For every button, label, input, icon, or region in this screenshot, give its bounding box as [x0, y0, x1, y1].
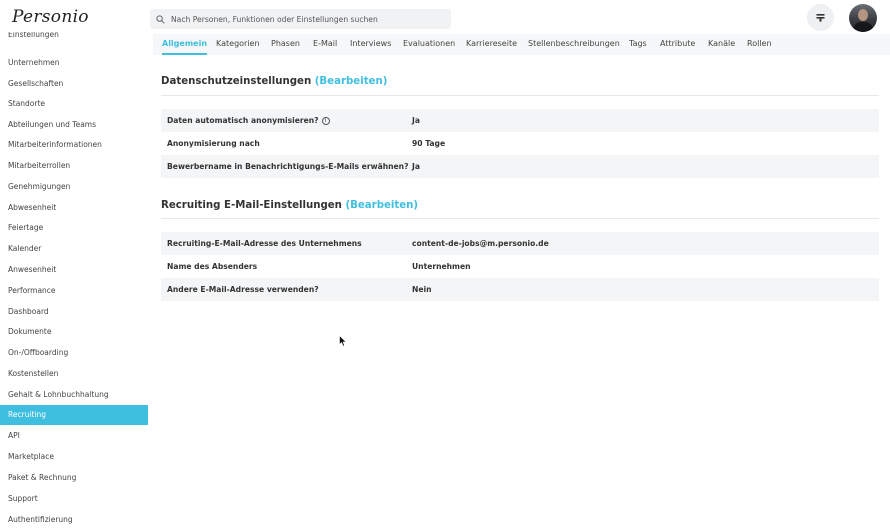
row-label: Anonymisierung nach — [167, 139, 260, 148]
row-value: Ja — [412, 162, 420, 171]
sidebar-item-standorte[interactable]: Standorte — [8, 99, 46, 108]
list-menu-icon — [816, 13, 825, 22]
personio-logo[interactable]: Personio — [12, 7, 89, 27]
sidebar-item-dashboard[interactable]: Dashboard — [8, 307, 49, 316]
sidebar-item-abwesenheit[interactable]: Abwesenheit — [8, 203, 57, 212]
sidebar-item-performance[interactable]: Performance — [8, 286, 56, 295]
row-label — [167, 109, 330, 132]
row-label: Bewerbername in Benachrichtigungs-E-Mails erwähnen? — [167, 162, 409, 171]
edit-link[interactable]: (Bearbeiten) — [314, 76, 388, 87]
row-label: Name des Absenders — [167, 262, 258, 271]
row-value: Unternehmen — [412, 262, 471, 271]
row-value: content-de-jobs@m.personio.de — [412, 239, 549, 248]
edit-link[interactable]: (Bearbeiten) — [345, 200, 419, 211]
sidebar-item-unternehmen[interactable]: Unternehmen — [8, 58, 60, 67]
sidebar-item-genehmigungen[interactable]: Genehmigungen — [8, 182, 71, 191]
sidebar-item-api[interactable]: API — [8, 431, 20, 440]
row-label-text: Daten automatisch anonymisieren? — [167, 116, 319, 125]
table-row — [161, 232, 879, 255]
tab-email[interactable]: E-Mail — [313, 39, 338, 48]
section-title-recruiting-email — [161, 200, 418, 211]
sidebar-item-kostenstellen[interactable]: Kostenstellen — [8, 369, 59, 378]
tab-rollen[interactable]: Rollen — [747, 39, 772, 48]
sidebar-item-mitarbeiterrollen[interactable]: Mitarbeiterrollen — [8, 161, 71, 170]
tab-allgemein[interactable]: Allgemein — [162, 34, 207, 55]
tab-stellenbeschreibungen[interactable]: Stellenbeschreibungen — [528, 39, 620, 48]
sidebar-item-support[interactable]: Support — [8, 494, 38, 503]
tab-kategorien[interactable]: Kategorien — [216, 39, 260, 48]
section-title-datenschutz — [161, 76, 387, 87]
divider — [161, 95, 879, 96]
sidebar-item-kalender[interactable]: Kalender — [8, 244, 42, 253]
tab-attribute[interactable]: Attribute — [660, 39, 696, 48]
user-avatar[interactable] — [849, 4, 877, 32]
table-row — [161, 109, 879, 132]
sidebar-item-marketplace[interactable]: Marketplace — [8, 452, 54, 461]
tab-phasen[interactable]: Phasen — [271, 39, 300, 48]
tab-interviews[interactable]: Interviews — [350, 39, 392, 48]
table-row — [161, 278, 879, 301]
sidebar-item-authentifizierung[interactable]: Authentifizierung — [8, 515, 73, 524]
global-search[interactable] — [150, 9, 451, 29]
divider — [161, 218, 879, 219]
row-label: Recruiting-E-Mail-Adresse des Unternehmens — [167, 239, 362, 248]
section-title-text: Datenschutzeinstellungen — [161, 76, 312, 87]
sidebar-item-dokumente[interactable]: Dokumente — [8, 327, 52, 336]
sidebar-item-onboarding[interactable]: On-/Offboarding — [8, 348, 69, 357]
search-input[interactable] — [171, 15, 441, 24]
tab-karriereseite[interactable]: Karriereseite — [466, 39, 517, 48]
mouse-cursor-icon — [339, 335, 347, 347]
sidebar-item-mitarbeiterinformationen[interactable]: Mitarbeiterinformationen — [8, 140, 102, 149]
settings-sidebar — [0, 30, 148, 529]
info-icon[interactable]: i — [322, 117, 330, 125]
recruiting-tabs — [153, 34, 890, 55]
avatar-face — [858, 9, 868, 21]
sidebar-item-recruiting[interactable]: Recruiting — [0, 405, 148, 425]
row-value: Nein — [412, 285, 432, 294]
sidebar-item-abteilungen[interactable]: Abteilungen und Teams — [8, 120, 97, 129]
search-icon — [156, 15, 165, 24]
avatar-body — [853, 22, 873, 32]
table-row — [161, 155, 879, 178]
sidebar-item-paket-rechnung[interactable]: Paket & Rechnung — [8, 473, 77, 482]
tab-kanaele[interactable]: Kanäle — [708, 39, 736, 48]
sidebar-item-anwesenheit[interactable]: Anwesenheit — [8, 265, 57, 274]
table-row — [161, 255, 879, 278]
sidebar-item-feiertage[interactable]: Feiertage — [8, 223, 44, 232]
sidebar-item-gesellschaften[interactable]: Gesellschaften — [8, 79, 64, 88]
row-value: 90 Tage — [412, 139, 446, 148]
row-value: Ja — [412, 116, 420, 125]
tab-evaluationen[interactable]: Evaluationen — [403, 39, 456, 48]
table-row — [161, 132, 879, 155]
tab-tags[interactable]: Tags — [629, 39, 647, 48]
section-title-text: Recruiting E-Mail-Einstellungen — [161, 200, 342, 211]
quick-actions-button[interactable] — [807, 4, 834, 31]
row-label: Andere E-Mail-Adresse verwenden? — [167, 285, 319, 294]
sidebar-item-gehalt[interactable]: Gehalt & Lohnbuchhaltung — [8, 390, 109, 399]
sidebar-header: Einstellungen — [8, 32, 59, 39]
